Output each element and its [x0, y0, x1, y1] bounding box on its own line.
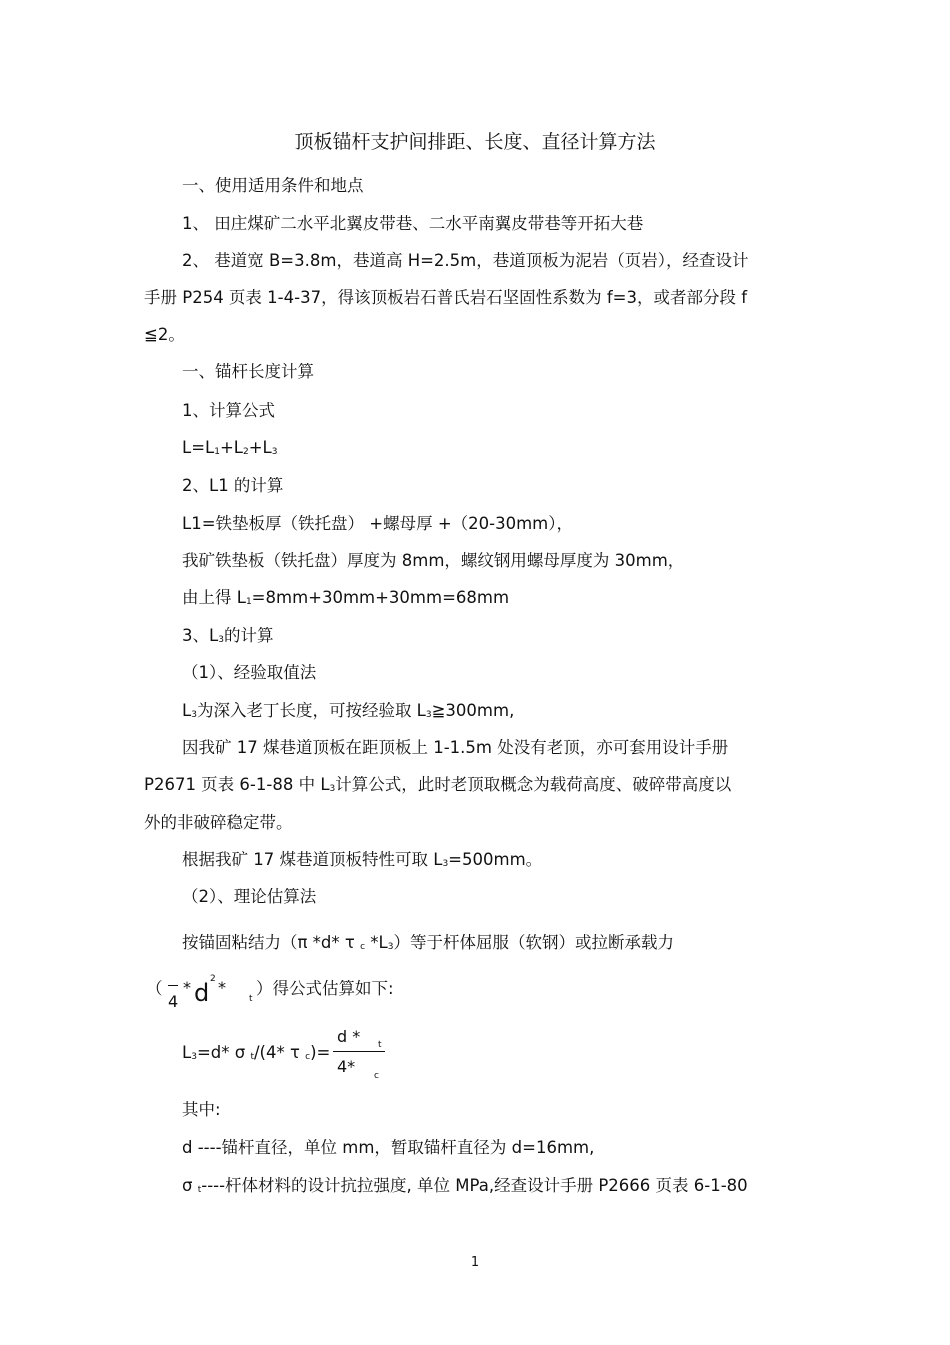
formula-length-sum: L=L1+L2+L3 — [182, 438, 278, 457]
l1-definition: L1=铁垫板厚（铁托盘） +螺母厚 +（20-30mm）， — [182, 514, 573, 533]
diameter-definition: d ----锚杆直径，单位 mm，暂取锚杆直径为 d=16mm, — [182, 1138, 595, 1157]
empirical-note-line3: 外的非破碎稳定带。 — [144, 813, 293, 832]
formula-label: 1、计算公式 — [182, 401, 275, 420]
l1-values: 我矿铁垫板（铁托盘）厚度为 8mm，螺纹钢用螺母厚度为 30mm， — [182, 551, 685, 570]
paragraph-roadway-line3: ≦2。 — [144, 325, 185, 344]
empirical-result: 根据我矿 17 煤巷道顶板特性可取 L3=500mm。 — [182, 850, 543, 869]
empirical-rule: L3为深入老丁长度，可按经验取 L3≧300mm, — [182, 701, 515, 720]
l3-title: 3、L3的计算 — [182, 626, 274, 645]
empirical-note-line2: P2671 页表 6-1-88 中 L3计算公式，此时老顶取概念为载荷高度、破碎带高度以 — [144, 775, 732, 794]
method-theory-heading: （2）、理论估算法 — [182, 887, 317, 906]
l1-title: 2、L1 的计算 — [182, 476, 284, 495]
page-title: 顶板锚杆支护间排距、长度、直径计算方法 — [294, 131, 656, 153]
paragraph-roadway-line2: 手册 P254 页表 1-4-37，得该顶板岩石普氏岩石坚固性系数为 f=3，或者部分段 f — [144, 288, 748, 307]
l1-result: 由上得 L1=8mm+30mm+30mm=68mm — [182, 588, 510, 607]
section-heading-length: 一、锚杆长度计算 — [182, 362, 314, 381]
paragraph-roadway-line1: 2、 巷道宽 B=3.8m，巷道高 H=2.5m，巷道顶板为泥岩（页岩），经查设计 — [182, 251, 749, 270]
page-number: 1 — [470, 1255, 480, 1270]
tensile-strength-definition: σ t----杆体材料的设计抗拉强度, 单位 MPa,经查设计手册 P2666 页表 6-1-80 — [182, 1176, 748, 1195]
section-heading-conditions: 一、使用适用条件和地点 — [182, 176, 364, 195]
method-empirical-heading: （1）、经验取值法 — [182, 663, 317, 682]
paragraph-location: 1、 田庄煤矿二水平北翼皮带巷、二水平南翼皮带巷等开拓大巷 — [182, 214, 644, 233]
theory-statement: 按锚固粘结力（π *d* τ c *L3）等于杆体屈服（软钢）或拉断承载力 — [182, 933, 674, 952]
empirical-note-line1: 因我矿 17 煤巷道顶板在距顶板上 1-1.5m 处没有老顶，亦可套用设计手册 — [182, 738, 729, 757]
document-page: 顶板锚杆支护间排距、长度、直径计算方法 一、使用适用条件和地点 1、 田庄煤矿二水平北翼皮带巷、二水平南翼皮带巷等开拓大巷 2、 巷道宽 B=3.8m，巷道高 H=2.5m，巷道顶板为泥岩（页岩），经查设计 手册 P254 页表 1-4-37，得该顶板岩石普氏岩石坚固性系数为 f=3，或者部分段 f ≦2。 一、锚杆长度计算 1、计算公式 L=L1+L2+L3 2、L1 的计算 L1=铁垫板厚（铁托盘） +螺母厚 +（20-30mm）， 我矿铁垫板（铁托盘）厚度为 8mm，螺纹钢用螺母厚度为 30mm， 由上得 L1=8mm+30mm+30mm=68mm 3、L3的计算 （1）、经验取值法 L3为深入老丁长度，可按经验取 L3≧300mm, 因我矿 17 煤巷道顶板在距顶板上 1-1.5m 处没有老顶，亦可套用设计手册 P2671 页表 6-1-88 中 L3计算公式，此时老顶取概念为载荷高度、破碎带高度以 外的非破碎稳定带。 根据我矿 17 煤巷道顶板特性可取 L3=500mm。 （2）、理论估算法 按锚固粘结力（π *d* τ c *L3）等于杆体屈服（软钢）或拉断承载力 （ 4 * d 2 * t ）得公式估算如下: L3=d* σ t/(4* τ c)= d * t 4* c 其中: d ----锚杆直径，单位 mm，暂取锚杆直径为 d=16mm, σ t----杆体材料的设计抗拉强度, 单位 MPa,经查设计手册 P2666 页表 6-1-80 1 — [0, 0, 950, 1345]
where-label: 其中: — [182, 1100, 221, 1119]
